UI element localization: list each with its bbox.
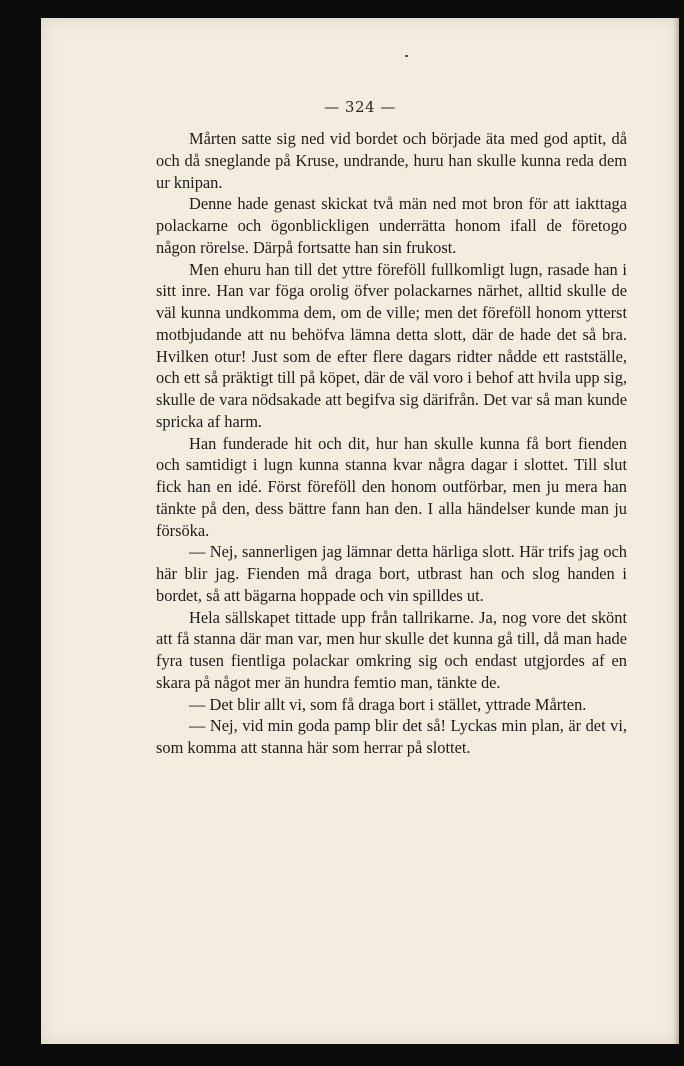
page-number: — 324 —	[324, 98, 396, 116]
paragraph: — Nej, sannerligen jag lämnar detta härliga slott. Här trifs jag och här blir jag. Fienden må draga bort, utbrast han och slog handen i bordet, så att bägarna hoppade och vin spilldes ut.	[156, 542, 627, 605]
paragraph: Han funderade hit och dit, hur han skulle kunna få bort fienden och samtidigt i lugn kunna stanna kvar några dagar i slottet. Till slut fick han en idé. Först föreföll den honom outförbar, men ju mera han tänkte på den, dess bättre fann han den. I alla händelser kunde man ju försöka.	[156, 433, 627, 540]
paragraph: Hela sällskapet tittade upp från tallrikarne. Ja, nog vore det skönt att få stanna där man var, men hur skulle det kunna gå till, då man hade fyra tusen fientliga polackar omkring sig och endast utgjordes af en skara på något mer än hundra femtio man, tänkte de.	[156, 607, 627, 692]
paragraph: — Nej, vid min goda pamp blir det så! Lyckas min plan, är det vi, som komma att stanna här som herrar på slottet.	[156, 716, 627, 757]
page-edge-shadow	[673, 18, 679, 1044]
body-text	[156, 128, 627, 759]
paragraph: Mårten satte sig ned vid bordet och började äta med god aptit, då och då sneglande på Kruse, undrande, huru han skulle kunna reda dem ur knipan.	[156, 129, 627, 192]
ink-speck	[405, 55, 408, 57]
book-page	[41, 18, 679, 1044]
paragraph: Men ehuru han till det yttre föreföll fullkomligt lugn, rasade han i sitt inre. Han var föga orolig öfver polackarnes närhet, alltid skulle de väl kunna undkomma dem, om de ville; men det föreföll honom ytterst motbjudande att nu behöfva lämna detta slott, där de hade det så bra. Hvilken otur! Just som de efter flere dagars ridter nådde ett rastställe, och ett så präktigt till på köpet, där de väl voro i behof att hvila upp sig, skulle de vara nödsakade att begifva sig därifrån. Det var så man kunde spricka af harm.	[156, 259, 627, 431]
paragraph: Denne hade genast skickat två män ned mot bron för att iakttaga polackarne och ögonblickligen underrätta honom ifall de företogo någon rörelse. Därpå fortsatte han sin frukost.	[156, 194, 627, 257]
paragraph: — Det blir allt vi, som få draga bort i stället, yttrade Mårten.	[189, 694, 587, 714]
